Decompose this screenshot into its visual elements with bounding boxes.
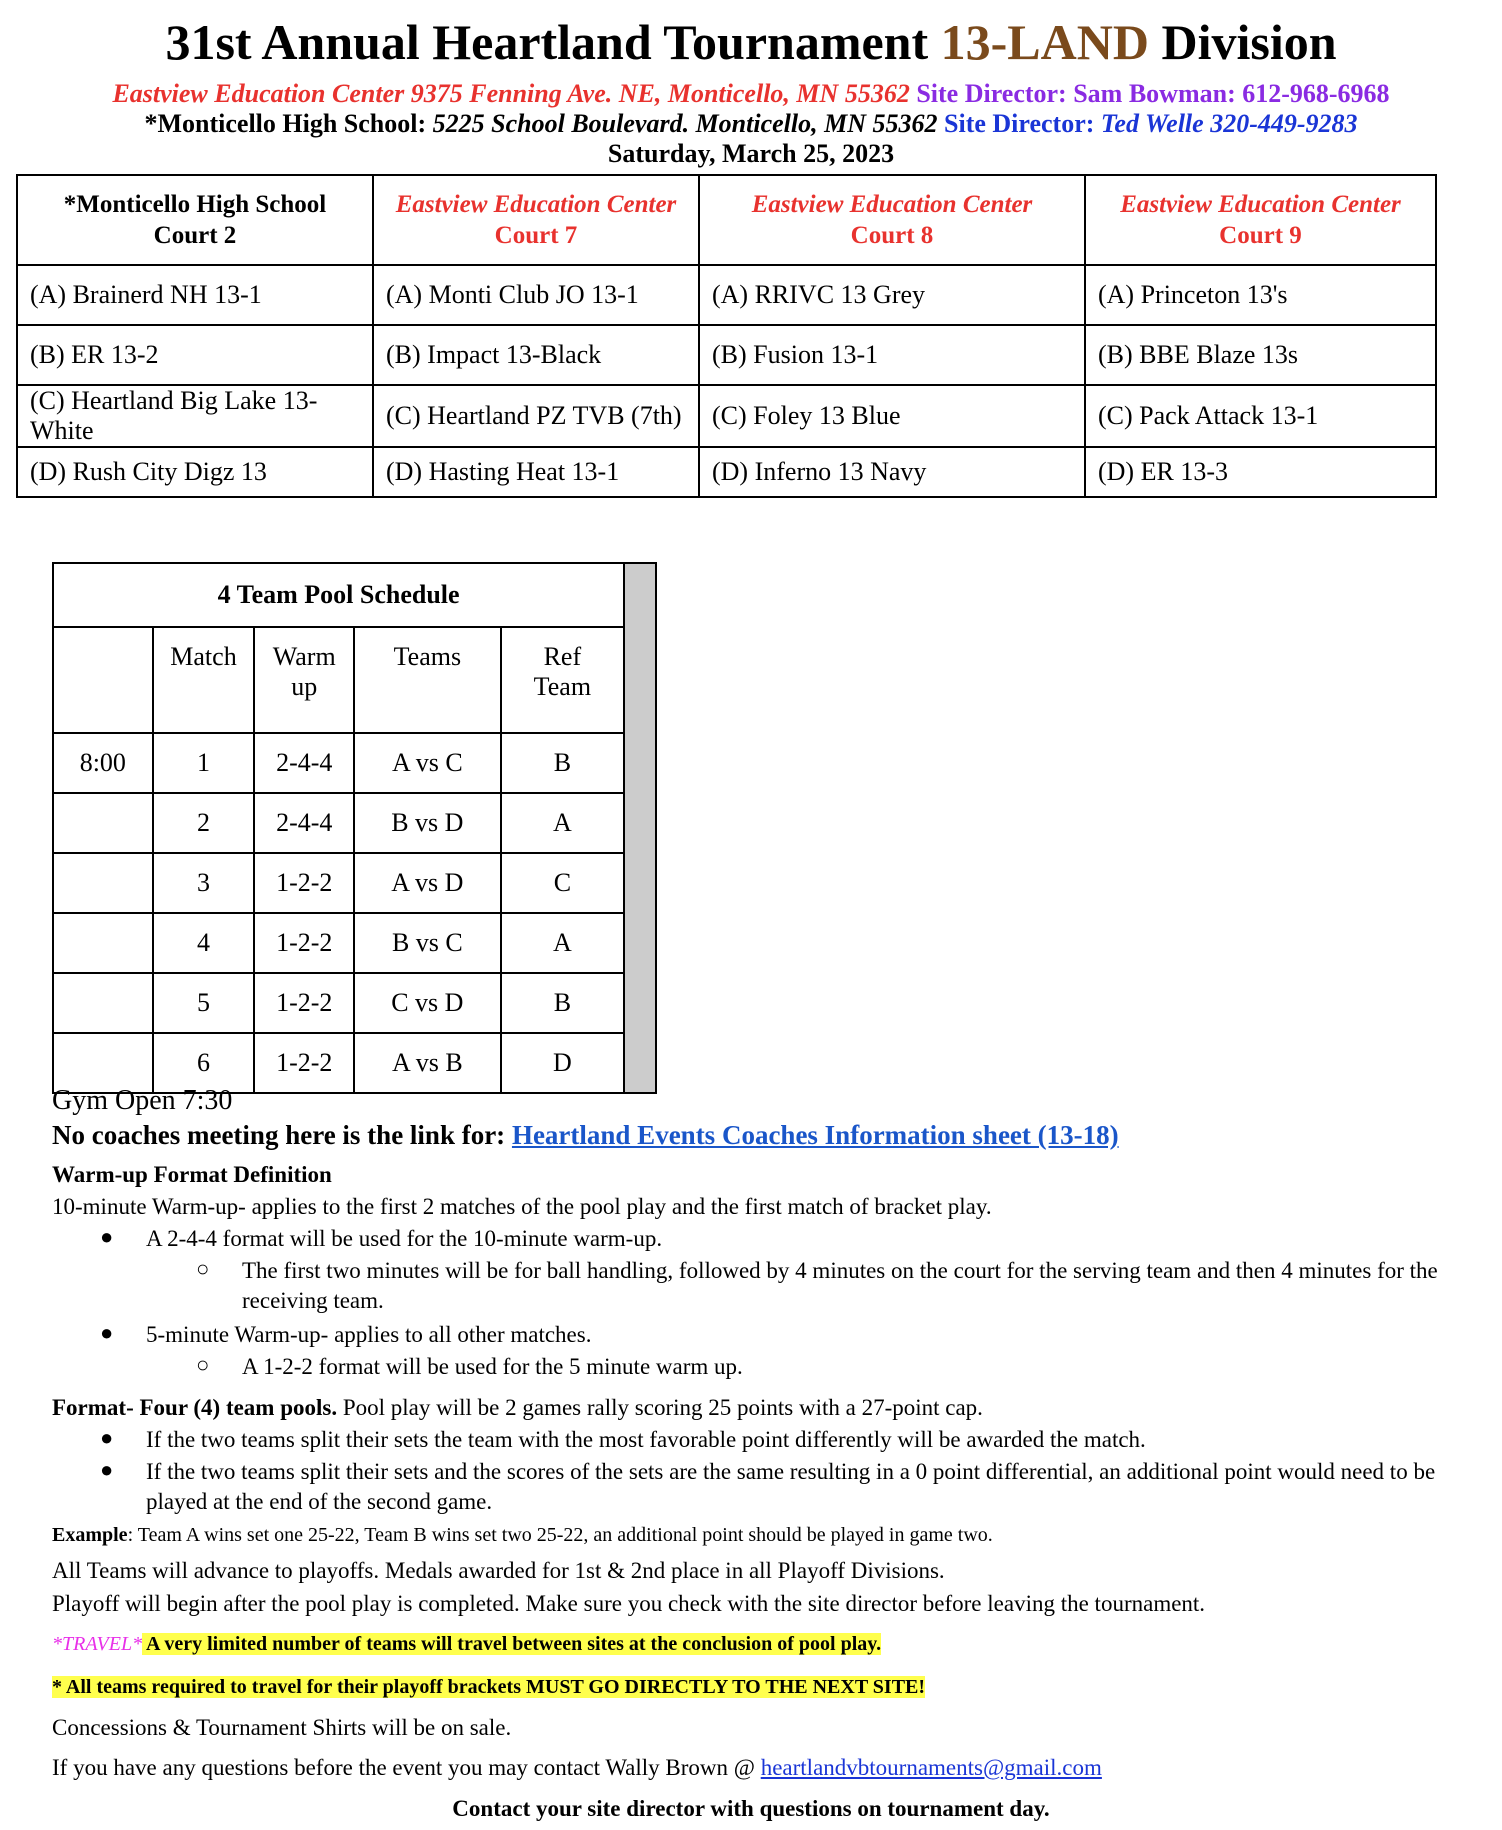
pool-match: 6: [153, 1033, 255, 1093]
pool-row: [53, 733, 656, 793]
col-header-match: Match: [153, 627, 255, 733]
site2-line: [0, 109, 1502, 139]
court-header-line1: Eastview Education Center: [751, 191, 1033, 218]
gray-column: [624, 563, 656, 1093]
pool-warmup: 1-2-2: [254, 853, 354, 913]
pool-time: [53, 913, 153, 973]
pool-ref: A: [501, 913, 625, 973]
pool-schedule-title: 4 Team Pool Schedule: [53, 563, 624, 627]
format-bold: Format- Four (4) team pools.: [52, 1395, 338, 1420]
advance-text: All Teams will advance to playoffs. Medals awarded for 1st & 2nd place in all Playoff Divisions.: [52, 1558, 945, 1583]
bullet-dot: ●: [100, 1457, 114, 1482]
warmup-10-text: 10-minute Warm-up- applies to the first 2 matches of the pool play and the first match of bracket play.: [52, 1194, 992, 1219]
format-rest: Pool play will be 2 games rally scoring 25 points with a 27-point cap.: [337, 1395, 983, 1420]
pool-time: [53, 973, 153, 1033]
court-header: [699, 175, 1085, 265]
pool-match: 3: [153, 853, 255, 913]
pool-match: 1: [153, 733, 255, 793]
contact-text: If you have any questions before the event you may contact Wally Brown @: [52, 1755, 761, 1780]
pool-ref: C: [501, 853, 625, 913]
courts-header-row: [17, 175, 1436, 265]
pool-teams: A vs D: [354, 853, 500, 913]
pool-ref: A: [501, 793, 625, 853]
pool-warmup: 2-4-4: [254, 733, 354, 793]
example-line: [52, 1520, 993, 1550]
bullet-dot: ●: [100, 1224, 114, 1249]
bullet-circle: ○: [196, 1352, 210, 1377]
pool-ref: B: [501, 733, 625, 793]
team-cell: (A) Brainerd NH 13-1: [17, 265, 373, 325]
warmup-5-bullet: 5-minute Warm-up- applies to all other matches.: [146, 1322, 592, 1347]
contact-day-text: Contact your site director with questions on tournament day.: [452, 1796, 1050, 1821]
col-header-ref: [501, 627, 625, 733]
site1-line: [0, 79, 1502, 109]
format-bullet-1: If the two teams split their sets the team with the most favorable point differently will be awarded the match.: [146, 1427, 1146, 1452]
warmup-10-bullet: A 2-4-4 format will be used for the 10-minute warm-up.: [146, 1226, 663, 1251]
title-suffix: Division: [1148, 14, 1337, 70]
team-cell: (A) RRIVC 13 Grey: [699, 265, 1085, 325]
courts-table: [16, 174, 1437, 498]
pool-warmup: 1-2-2: [254, 1033, 354, 1093]
travel-tag: *TRAVEL*: [52, 1633, 143, 1655]
court-header: [17, 175, 373, 265]
bullet-circle: ○: [196, 1256, 210, 1281]
site2-address: 5225 School Boulevard. Monticello, MN 55362: [426, 109, 938, 138]
site2-director-label: Site Director:: [944, 109, 1095, 138]
court-header-line2: Court 2: [153, 222, 237, 249]
team-row: [17, 385, 1436, 447]
example-bold: Example: [52, 1524, 128, 1546]
pool-row: [53, 853, 656, 913]
pool-warmup: 1-2-2: [254, 973, 354, 1033]
pool-time: 8:00: [53, 733, 153, 793]
page-title: [0, 12, 1502, 72]
pool-ref: D: [501, 1033, 625, 1093]
pool-warmup: 2-4-4: [254, 793, 354, 853]
pool-row: [53, 973, 656, 1033]
team-row: [17, 265, 1436, 325]
team-cell: (A) Monti Club JO 13-1: [373, 265, 699, 325]
no-coaches-text: No coaches meeting here is the link for:: [52, 1120, 512, 1150]
title-prefix: 31st Annual Heartland Tournament: [165, 14, 941, 70]
court-header-line1: Eastview Education Center: [395, 191, 677, 218]
travel-required: * All teams required to travel for their playoff brackets MUST GO DIRECTLY TO THE NEXT SITE!: [52, 1676, 926, 1698]
pool-ref: B: [501, 973, 625, 1033]
col-header-warmup: [254, 627, 354, 733]
warmup-5-sub-bullet: A 1-2-2 format will be used for the 5 minute warm up.: [242, 1354, 743, 1379]
court-header-line1: Eastview Education Center: [1120, 191, 1401, 218]
team-cell: (C) Pack Attack 13-1: [1085, 385, 1436, 447]
site2-director: Ted Welle 320-449-9283: [1094, 109, 1358, 138]
pool-teams: A vs B: [354, 1033, 500, 1093]
court-header-line1: *Monticello High School: [63, 191, 327, 218]
site1-address: Eastview Education Center 9375 Fenning Ave. NE, Monticello, MN 55362: [112, 79, 910, 108]
travel-required-line: [52, 1671, 925, 1702]
site1-director: Site Director: Sam Bowman: 612-968-6968: [916, 79, 1390, 108]
format-line: [52, 1393, 983, 1423]
warmup-10-sub-bullet: The first two minutes will be for ball handling, followed by 4 minutes on the court for the serving team and then 4 minutes for the receiving team.: [242, 1258, 1438, 1313]
team-row: [17, 325, 1436, 385]
pool-teams: C vs D: [354, 973, 500, 1033]
pool-time: [53, 1033, 153, 1093]
court-header-line2: Court 7: [494, 222, 578, 249]
team-cell: (A) Princeton 13's: [1085, 265, 1436, 325]
pool-teams: B vs D: [354, 793, 500, 853]
event-date: Saturday, March 25, 2023: [607, 139, 895, 168]
pool-header-row: [53, 627, 656, 733]
title-accent: 13-LAND: [940, 14, 1149, 70]
pool-match: 5: [153, 973, 255, 1033]
team-cell: (C) Heartland PZ TVB (7th): [373, 385, 699, 447]
pool-match: 2: [153, 793, 255, 853]
team-cell: (B) Fusion 13-1: [699, 325, 1085, 385]
site2-name: *Monticello High School:: [144, 109, 427, 138]
travel-line: [52, 1628, 881, 1659]
team-cell: (C) Foley 13 Blue: [699, 385, 1085, 447]
gym-open: Gym Open 7:30: [52, 1085, 233, 1116]
team-cell: (D) Rush City Digz 13: [17, 447, 373, 497]
pool-time: [53, 793, 153, 853]
format-bullet-2: If the two teams split their sets and the scores of the sets are the same resulting in a 0 point differential, an additional point would need to be played at the end of the second game.: [146, 1459, 1436, 1514]
pool-teams: A vs C: [354, 733, 500, 793]
court-header: [373, 175, 699, 265]
pool-row: [53, 793, 656, 853]
team-cell: (C) Heartland Big Lake 13-White: [17, 385, 373, 447]
court-header-line2: Court 8: [850, 222, 934, 249]
contact-line: [52, 1753, 1102, 1783]
pool-teams: B vs C: [354, 913, 500, 973]
coaches-info-link[interactable]: Heartland Events Coaches Information sheet (13-18): [511, 1120, 1119, 1150]
pool-schedule-table: [52, 562, 657, 1094]
team-cell: (D) Hasting Heat 13-1: [373, 447, 699, 497]
court-header-line2: Court 9: [1219, 222, 1302, 249]
playoff-text: Playoff will begin after the pool play is completed. Make sure you check with the site director before leaving the tournament.: [52, 1591, 1206, 1616]
pool-row: [53, 1033, 656, 1093]
team-cell: (D) Inferno 13 Navy: [699, 447, 1085, 497]
bullet-dot: ●: [100, 1320, 114, 1345]
col-header-ref-text: Ref Team: [533, 642, 592, 701]
col-header-teams: Teams: [354, 627, 500, 733]
concessions-text: Concessions & Tournament Shirts will be on sale.: [52, 1715, 512, 1740]
team-cell: (B) BBE Blaze 13s: [1085, 325, 1436, 385]
col-header-time: [53, 627, 153, 733]
col-header-warmup-text: Warm up: [272, 642, 336, 701]
team-row: [17, 447, 1436, 497]
team-cell: (B) ER 13-2: [17, 325, 373, 385]
team-cell: (D) ER 13-3: [1085, 447, 1436, 497]
email-link[interactable]: heartlandvbtournaments@gmail.com: [760, 1755, 1102, 1780]
pool-match: 4: [153, 913, 255, 973]
pool-time: [53, 853, 153, 913]
example-rest: : Team A wins set one 25-22, Team B wins set two 25-22, an additional point should be played in game two.: [127, 1524, 993, 1546]
team-cell: (B) Impact 13-Black: [373, 325, 699, 385]
warmup-heading: Warm-up Format Definition: [52, 1162, 332, 1187]
pool-row: [53, 913, 656, 973]
travel-text: A very limited number of teams will travel between sites at the conclusion of pool play.: [142, 1633, 882, 1655]
no-coaches-line: [52, 1120, 1119, 1151]
pool-warmup: 1-2-2: [254, 913, 354, 973]
court-header: [1085, 175, 1436, 265]
bullet-dot: ●: [100, 1425, 114, 1450]
